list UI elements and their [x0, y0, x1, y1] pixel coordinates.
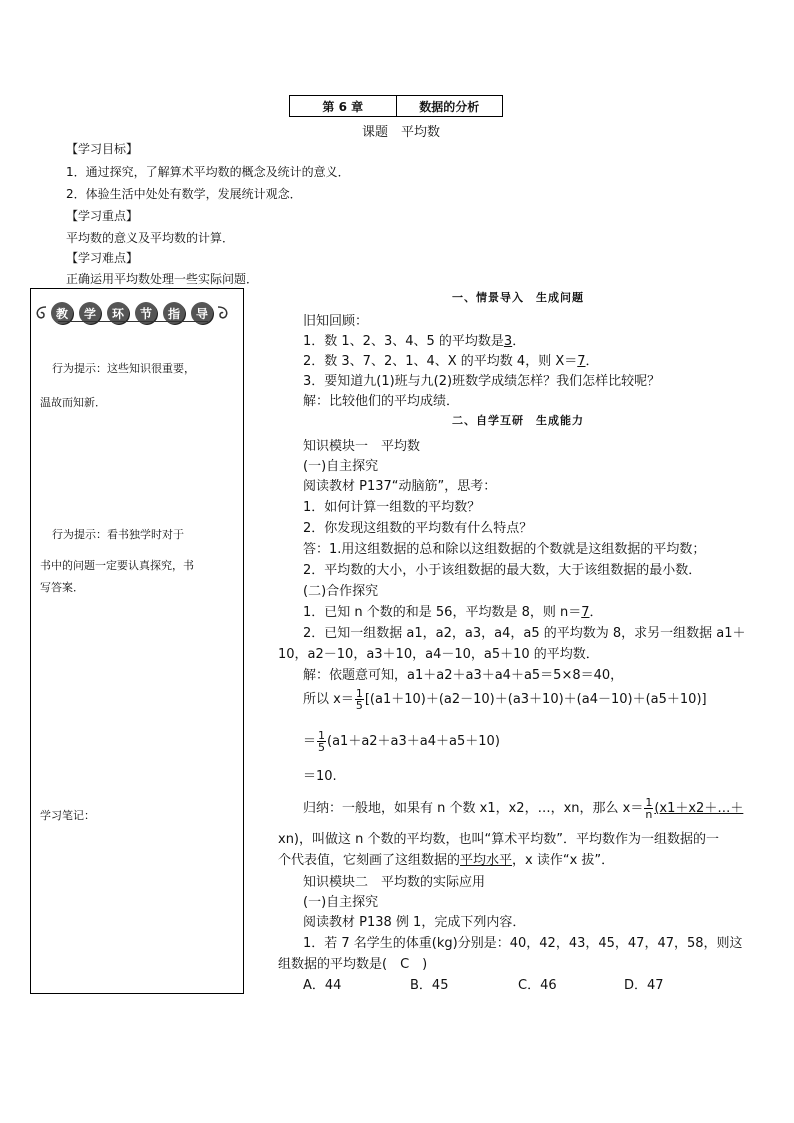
exercise-1-line-2: 组数据的平均数是( C ): [278, 957, 428, 972]
summary-3-answer: 平均水平: [460, 853, 513, 868]
option-a: A．44: [303, 978, 342, 993]
objectives-label: 【学习目标】: [66, 142, 139, 156]
review-q1-end: ．: [512, 334, 526, 349]
review-q1: [303, 330, 525, 349]
reading-instruction-1: 阅读教材 P137“动脑筋”，思考：: [303, 479, 497, 494]
scroll-right-icon: [214, 304, 232, 322]
solution-line-4: ＝10.: [303, 769, 337, 784]
review-q2-answer: 7: [577, 354, 586, 369]
guide-banner: [32, 300, 232, 326]
fraction-denominator: 5: [318, 741, 326, 754]
solution-3-prefix: ＝: [303, 734, 317, 749]
summary-1-formula: (x1＋x2＋…＋: [654, 801, 744, 816]
chapter-number: 第 6 章: [322, 99, 364, 114]
section-2-heading: 二、自学互研 生成能力: [452, 414, 584, 427]
fraction-one-fifth: [355, 688, 364, 711]
review-q3: 3．要知道九(1)班与九(2)班数学成绩怎样？我们怎样比较呢？: [303, 374, 661, 389]
review-q2-text: 2．数 3、7、2、1、4、X 的平均数 4，则 X＝: [303, 354, 578, 369]
summary-line-3: [278, 849, 614, 868]
module-2-title: 知识模块二 平均数的实际应用: [303, 875, 486, 890]
coop-q1-text: 1．已知 n 个数的和是 56，平均数是 8，则 n＝: [303, 605, 582, 620]
reading-instruction-2: 阅读教材 P138 例 1，完成下列内容．: [303, 915, 526, 930]
scroll-left-icon: [32, 304, 50, 322]
solution-line-1: 解：依题意可知，a1＋a2＋a3＋a4＋a5＝5×8＝40，: [303, 668, 624, 683]
answer-line-2: 2．平均数的大小，小于该组数据的最大数，大于该组数据的最小数．: [303, 563, 702, 578]
solution-line-3: [303, 730, 500, 753]
summary-line-1: [303, 797, 743, 820]
chapter-title: 数据的分析: [396, 96, 503, 116]
tip-1-line-1: 行为提示：这些知识很重要，: [52, 362, 195, 375]
fraction-one-fifth: [317, 730, 326, 753]
notes-label: 学习笔记：: [40, 809, 95, 822]
difficulty-text: 正确运用平均数处理一些实际问题．: [66, 272, 259, 286]
coop-q1-end: ．: [589, 605, 603, 620]
objective-2: 2．体验生活中处处有数学，发展统计观念．: [66, 187, 302, 201]
option-c: C．46: [518, 978, 557, 993]
banner-char: 节: [135, 302, 157, 324]
banner-char: 学: [79, 302, 101, 324]
summary-3-text: 个代表值，它刻画了这组数据的: [278, 853, 461, 868]
chapter-header: [289, 95, 503, 117]
tip-2-line-2: 书中的问题一定要认真探究，书: [40, 559, 194, 572]
summary-3-end: ，x 读作“x 拔”．: [512, 853, 615, 868]
review-label: 旧知回顾：: [303, 314, 369, 329]
coop-question-1: [303, 601, 603, 620]
section-1-heading: 一、情景导入 生成问题: [452, 291, 584, 304]
banner-char: 环: [107, 302, 129, 324]
tip-2-line-1: 行为提示：看书独学时对于: [52, 528, 184, 541]
fraction-denominator: n: [645, 808, 653, 821]
coop-q1-answer: 7: [581, 605, 590, 620]
think-question-2: 2．你发现这组数的平均数有什么特点？: [303, 521, 533, 536]
module-1-title: 知识模块一 平均数: [303, 439, 421, 454]
answer-line-1: 答：1.用这组数据的总和除以这组数据的个数就是这组数据的平均数；: [303, 542, 706, 557]
solution-line-2: [303, 688, 707, 711]
difficulty-label: 【学习难点】: [66, 251, 139, 265]
fraction-one-over-n: [644, 797, 653, 820]
option-d: D．47: [624, 978, 664, 993]
review-q2-end: ．: [585, 354, 599, 369]
option-b: B．45: [410, 978, 449, 993]
banner-rule: [58, 321, 208, 322]
tip-1-line-2: 温故而知新．: [40, 396, 106, 409]
coop-question-2-line-1: 2．已知一组数据 a1，a2，a3，a4，a5 的平均数为 8，求另一组数据 a1＋: [303, 626, 746, 641]
fraction-numerator: 1: [645, 796, 653, 809]
review-q2: [303, 350, 599, 369]
solution-3-body: (a1＋a2＋a3＋a4＋a5＋10): [327, 734, 500, 749]
solution-2-prefix: 所以 x＝: [303, 692, 354, 707]
fraction-numerator: 1: [318, 729, 326, 742]
fraction-numerator: 1: [355, 687, 363, 700]
self-explore-label: (一)自主探究: [303, 459, 379, 474]
fraction-denominator: 5: [355, 699, 363, 712]
summary-1-text: 归纳：一般地，如果有 n 个数 x1，x2，…，xn，那么 x＝: [303, 801, 644, 816]
objective-1: 1．通过探究，了解算术平均数的概念及统计的意义．: [66, 165, 350, 179]
solution-2-body: [(a1＋10)＋(a2－10)＋(a3＋10)＋(a4－10)＋(a5＋10)]: [364, 692, 707, 707]
review-q1-text: 1．数 1、2、3、4、5 的平均数是: [303, 334, 504, 349]
review-q3-answer: 解：比较他们的平均成绩．: [303, 394, 460, 409]
self-explore-label-2: (一)自主探究: [303, 895, 379, 910]
banner-char: 教: [51, 302, 73, 324]
think-question-1: 1．如何计算一组数的平均数？: [303, 500, 481, 515]
tip-2-line-3: 写答案．: [40, 581, 84, 594]
banner-char: 导: [191, 302, 213, 324]
lesson-title: 课题 平均数: [362, 125, 441, 140]
summary-line-2: xn)，叫做这 n 个数的平均数，也叫“算术平均数”．平均数作为一组数据的一: [278, 832, 719, 847]
exercise-1-line-1: 1．若 7 名学生的体重(kg)分别是：40，42，43，45，47，47，58，则这: [303, 936, 743, 951]
key-label: 【学习重点】: [66, 209, 139, 223]
coop-question-2-line-2: 10，a2－10，a3＋10，a4－10，a5＋10 的平均数．: [278, 647, 599, 662]
coop-label: (二)合作探究: [303, 584, 379, 599]
key-text: 平均数的意义及平均数的计算．: [66, 231, 235, 245]
banner-char: 指: [163, 302, 185, 324]
review-q1-answer: 3: [503, 334, 513, 349]
